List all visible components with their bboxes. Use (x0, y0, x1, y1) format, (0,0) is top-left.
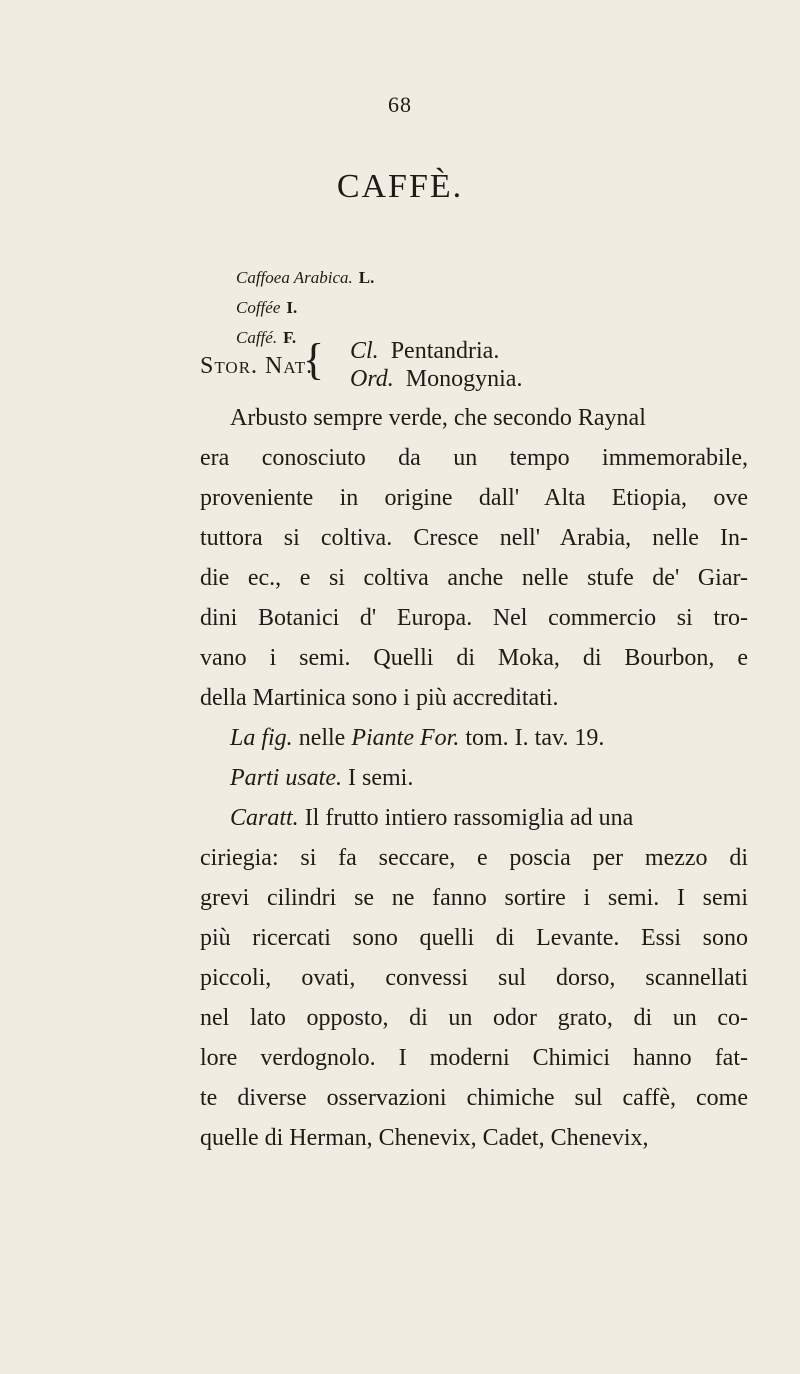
text-line: die ec., e si coltiva anche nelle stufe de' Giar- (200, 565, 748, 591)
text-line: vano i semi. Quelli di Moka, di Bourbon, e (200, 645, 748, 671)
text-line: era conosciuto da un tempo immemorabile, (200, 445, 748, 471)
text-line: piccoli, ovati, convessi sul dorso, scannellati (200, 965, 748, 991)
text-line: Arbusto sempre verde, che secondo Raynal (230, 405, 646, 431)
classification-label: Stor. Nat. (200, 353, 314, 379)
text-line: ciriegia: si fa seccare, e poscia per mezzo di (200, 845, 748, 871)
page-number: 68 (388, 92, 412, 117)
text-line: dini Botanici d' Europa. Nel commercio si tro- (200, 605, 748, 631)
body-text (200, 398, 748, 1158)
page-title: CAFFÈ. (336, 168, 464, 205)
text-line: più ricercati sono quelli di Levante. Essi sono (200, 925, 748, 951)
synonym-english: Coffée I. (236, 298, 298, 317)
text-line: lore verdognolo. I moderni Chimici hanno fat- (200, 1045, 748, 1071)
figure-reference: La fig. nelle Piante For. tom. I. tav. 19. (230, 725, 605, 751)
order-line: Ord. Monogynia. (350, 366, 523, 392)
text-line: tuttora si coltiva. Cresce nell' Arabia, nelle In- (200, 525, 748, 551)
brace-icon: { (303, 335, 325, 384)
synonym-french: Caffé. F. (236, 328, 297, 347)
text-line: te diverse osservazioni chimiche sul caffè, come (200, 1085, 748, 1111)
text-line: proveniente in origine dall' Alta Etiopia, ove (200, 485, 748, 511)
synonym-latin: Caffoea Arabica. L. (236, 268, 375, 287)
class-line: Cl. Pentandria. (350, 338, 500, 364)
text-line: quelle di Herman, Chenevix, Cadet, Chenevix, (200, 1125, 649, 1151)
parts-used: Parti usate. I semi. (230, 765, 414, 791)
text-line: grevi cilindri se ne fanno sortire i semi. I semi (200, 885, 748, 911)
text-line: nel lato opposto, di un odor grato, di un co- (200, 1005, 748, 1031)
text-line: della Martinica sono i più accreditati. (200, 685, 559, 711)
characteristics-heading: Caratt. Il frutto intiero rassomiglia ad una (230, 805, 634, 831)
